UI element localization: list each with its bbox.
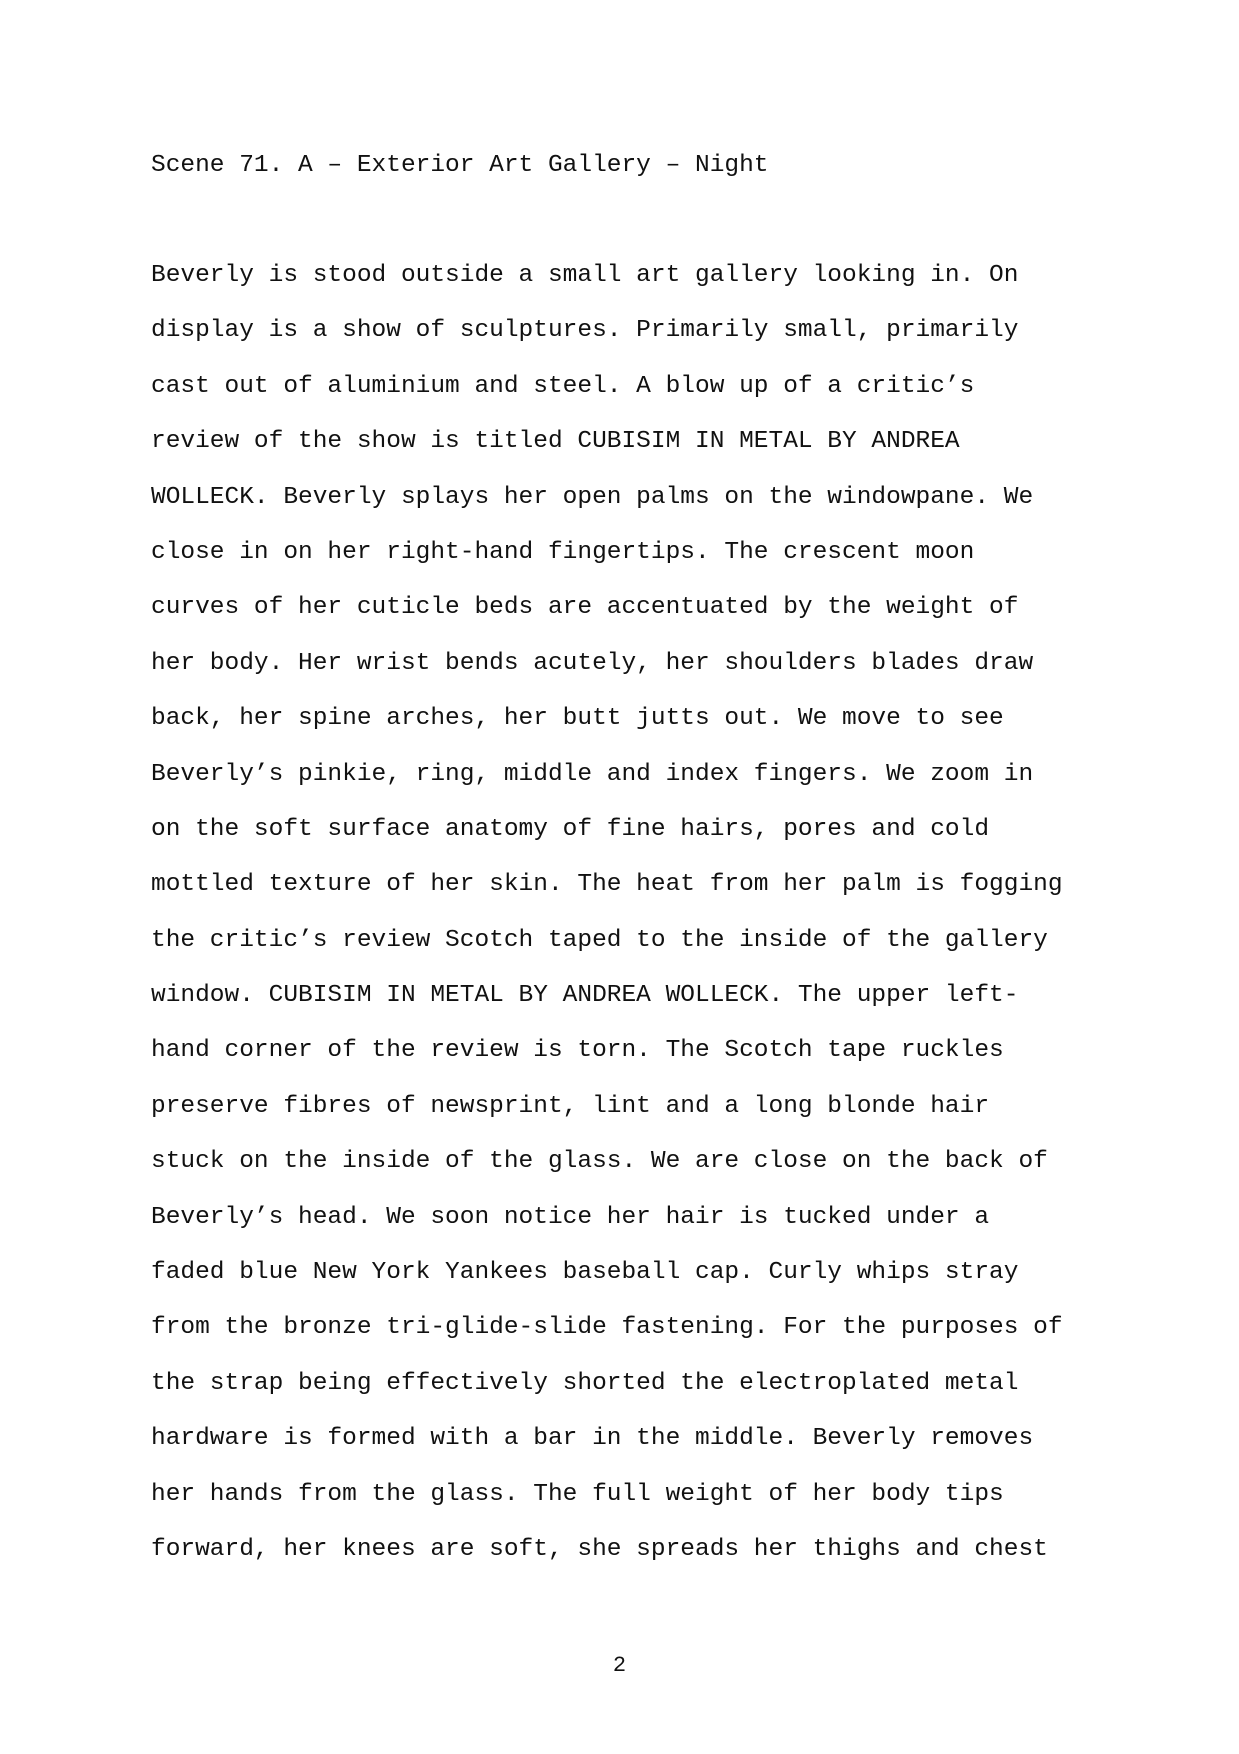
page-number: 2 — [612, 1653, 627, 1678]
text-line: the critic’s review Scotch taped to the inside of the gallery — [151, 926, 1048, 954]
text-line: close in on her right-hand fingertips. The crescent moon — [151, 538, 975, 566]
text-line: cast out of aluminium and steel. A blow up of a critic’s — [151, 372, 975, 400]
text-line: hardware is formed with a bar in the middle. Beverly removes — [151, 1425, 1034, 1453]
text-line: window. CUBISIM IN METAL BY ANDREA WOLLECK. The upper left- — [151, 982, 1019, 1010]
text-line: from the bronze tri-glide-slide fastening. For the purposes of — [151, 1314, 1063, 1342]
text-line: display is a show of sculptures. Primarily small, primarily — [151, 317, 1019, 345]
text-line: WOLLECK. Beverly splays her open palms on the windowpane. We — [151, 483, 1034, 511]
text-line: Beverly is stood outside a small art gallery looking in. On — [151, 262, 1019, 289]
text-line: stuck on the inside of the glass. We are close on the back of — [151, 1148, 1048, 1176]
text-line: Beverly’s head. We soon notice her hair is tucked under a — [151, 1203, 990, 1231]
text-line: Beverly’s pinkie, ring, middle and index fingers. We zoom in — [151, 760, 1034, 788]
text-line: back, her spine arches, her butt jutts out. We move to see — [151, 705, 1004, 733]
text-line: curves of her cuticle beds are accentuated by the weight of — [151, 594, 1019, 622]
text-line: hand corner of the review is torn. The Scotch tape ruckles — [151, 1037, 1004, 1065]
text-line: review of the show is titled CUBISIM IN METAL BY ANDREA — [151, 428, 960, 456]
text-line: her hands from the glass. The full weight of her body tips — [151, 1480, 1004, 1508]
text-line: the strap being effectively shorted the electroplated metal — [151, 1369, 1019, 1397]
scene-description — [151, 256, 1063, 1585]
scene-heading: Scene 71. A – Exterior Art Gallery – Night — [151, 152, 769, 179]
text-line: preserve fibres of newsprint, lint and a long blonde hair — [151, 1092, 990, 1120]
text-line: faded blue New York Yankees baseball cap. Curly whips stray — [151, 1259, 1019, 1287]
text-line: on the soft surface anatomy of fine hairs, pores and cold — [151, 815, 990, 843]
text-line: mottled texture of her skin. The heat from her palm is fogging — [151, 871, 1063, 899]
text-line: her body. Her wrist bends acutely, her shoulders blades draw — [151, 649, 1034, 677]
text-line: forward, her knees are soft, she spreads her thighs and chest — [151, 1535, 1048, 1563]
